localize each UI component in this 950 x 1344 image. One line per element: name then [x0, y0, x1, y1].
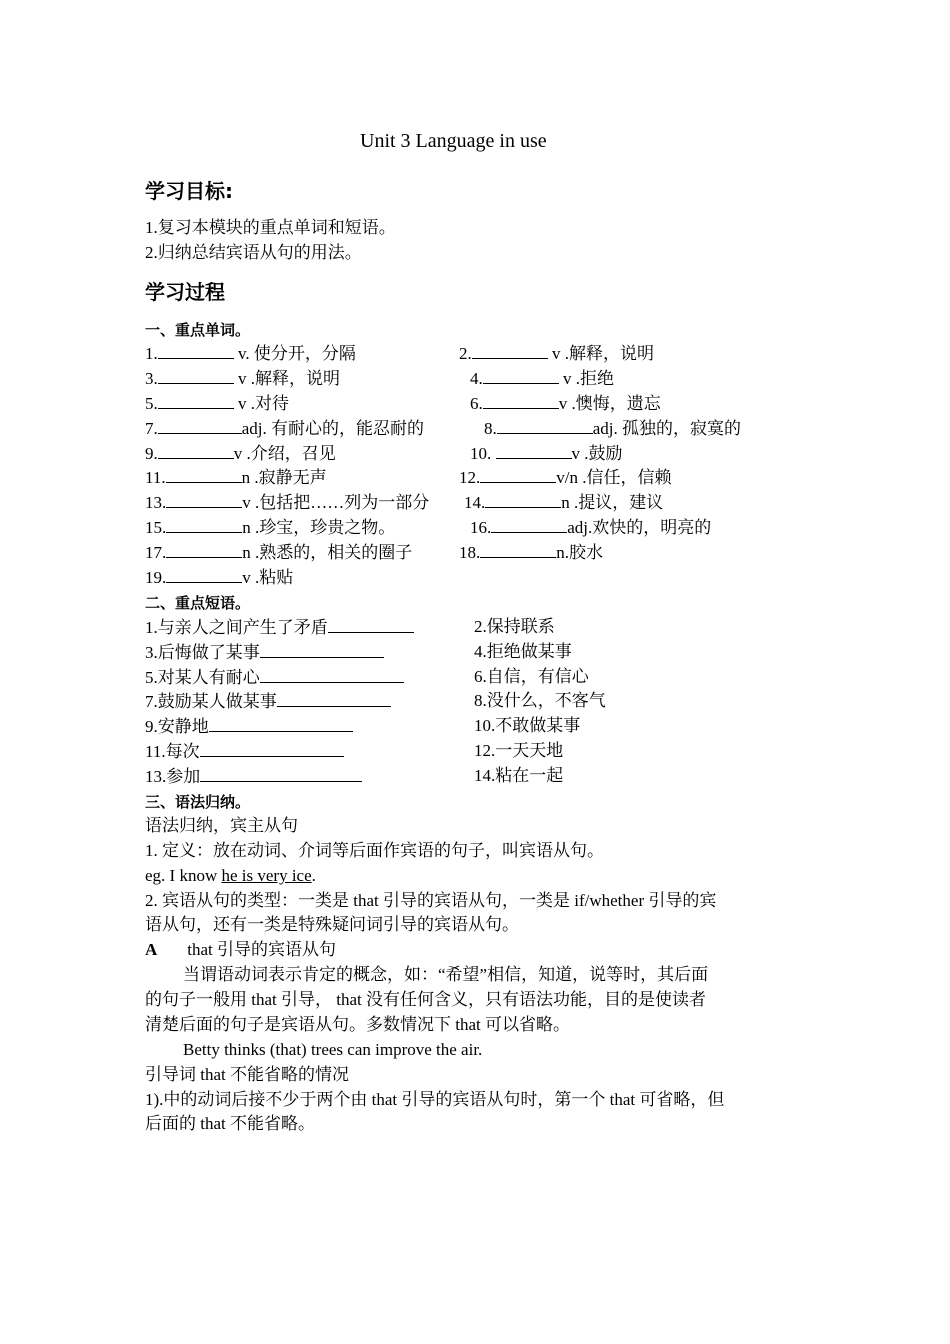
objective-2: 2.归纳总结宾语从句的用法。 — [145, 243, 362, 262]
vocab-item-10 — [470, 441, 623, 466]
vocab-item-16 — [470, 515, 711, 540]
vocab-num: 17. — [145, 543, 167, 562]
vocab-item-3 — [145, 366, 340, 391]
vocab-def: n .熟悉的，相关的圈子 — [242, 543, 413, 562]
vocab-item-14 — [464, 490, 663, 515]
vocab-blank — [158, 441, 234, 459]
grammar-subheading: 语法归纳，宾主从句 — [145, 816, 298, 835]
vocab-blank — [485, 490, 561, 508]
vocab-num: 10. — [470, 444, 496, 463]
phrase-item-8 — [474, 689, 606, 713]
phrase-item-1 — [145, 615, 414, 640]
objectives-heading: 学习目标: — [145, 179, 233, 203]
example-prefix: eg. I know — [145, 866, 222, 885]
vocab-item-13 — [145, 490, 429, 515]
vocab-def: v/n .信任，信赖 — [556, 468, 672, 487]
vocab-blank — [166, 490, 242, 508]
vocab-def: n.胶水 — [556, 543, 603, 562]
vocab-def: n .提议，建议 — [561, 493, 664, 512]
vocab-blank — [158, 366, 234, 384]
vocab-blank — [480, 465, 556, 483]
vocab-def: v. 使分开，分隔 — [233, 344, 356, 363]
vocab-num: 15. — [145, 518, 167, 537]
phrase-blank — [260, 640, 384, 658]
phrase-text: 13.参加 — [145, 767, 201, 786]
vocab-num: 2. — [459, 344, 472, 363]
phrase-item-9 — [145, 714, 353, 739]
vocab-num: 8. — [484, 419, 497, 438]
phrase-item-10 — [474, 714, 580, 738]
vocab-blank — [491, 515, 567, 533]
vocab-blank — [166, 565, 242, 583]
vocab-def: v .解释，说明 — [547, 344, 654, 363]
section2-heading: 二、重点短语。 — [145, 594, 251, 612]
vocab-num: 18. — [459, 543, 481, 562]
grammar-types-line1: 2. 宾语从句的类型：一类是 that 引导的宾语从句，一类是 if/whether 引导的宾 — [145, 891, 717, 910]
phrase-text: 14.粘在一起 — [474, 766, 564, 785]
rule1-line2: 后面的 that 不能省略。 — [145, 1114, 315, 1133]
vocab-blank — [166, 515, 242, 533]
grammar-para-line1: 当谓语动词表示肯定的概念，如：“希望”相信，知道，说等时，其后面 — [183, 965, 709, 984]
a-label: A — [145, 940, 158, 959]
vocab-num: 7. — [145, 419, 158, 438]
vocab-item-2 — [459, 341, 654, 366]
vocab-num: 4. — [470, 369, 483, 388]
vocab-num: 5. — [145, 394, 158, 413]
vocab-item-12 — [459, 465, 671, 490]
vocab-def: adj. 有耐心的，能忍耐的 — [241, 419, 425, 438]
vocab-item-8 — [484, 416, 741, 441]
vocab-blank — [158, 416, 242, 434]
vocab-def: v .包括把……列为一部分 — [242, 493, 430, 512]
vocab-def: v .懊悔，遗忘 — [558, 394, 661, 413]
phrase-text: 2.保持联系 — [474, 617, 555, 636]
grammar-types-line2: 语从句，还有一类是特殊疑问词引导的宾语从句。 — [145, 915, 519, 934]
grammar-example-2: Betty thinks (that) trees can improve the air. — [183, 1040, 483, 1059]
vocab-item-15 — [145, 515, 395, 540]
phrase-item-6 — [474, 665, 589, 689]
phrase-text: 1.与亲人之间产生了矛盾 — [145, 618, 328, 637]
vocab-item-18 — [459, 540, 603, 565]
vocab-item-7 — [145, 416, 424, 441]
phrase-item-12 — [474, 739, 563, 763]
vocab-blank — [480, 540, 556, 558]
phrase-item-13 — [145, 764, 362, 789]
vocab-num: 16. — [470, 518, 492, 537]
vocab-blank — [158, 341, 234, 359]
phrase-item-2 — [474, 615, 555, 639]
example-underlined: he is very ice — [221, 866, 312, 885]
vocab-blank — [472, 341, 548, 359]
phrase-item-3 — [145, 640, 384, 665]
vocab-blank — [483, 366, 559, 384]
vocab-def: v .对待 — [233, 394, 289, 413]
vocab-def: v .介绍，召见 — [233, 444, 336, 463]
vocab-def: v .粘贴 — [242, 568, 294, 587]
phrase-text: 12.一天天地 — [474, 741, 564, 760]
vocab-def: n .寂静无声 — [241, 468, 327, 487]
phrase-item-7 — [145, 689, 391, 714]
vocab-num: 9. — [145, 444, 158, 463]
vocab-blank — [166, 540, 242, 558]
a-text: that 引导的宾语从句 — [187, 940, 337, 959]
phrase-blank — [260, 665, 404, 683]
phrase-text: 8.没什么，不客气 — [474, 691, 606, 710]
section1-heading: 一、重点单词。 — [145, 321, 251, 339]
vocab-item-6 — [470, 391, 661, 416]
vocab-blank — [158, 391, 234, 409]
objective-1: 1.复习本模块的重点单词和短语。 — [145, 218, 396, 237]
phrase-text: 11.每次 — [145, 742, 200, 761]
phrase-text: 9.安静地 — [145, 717, 209, 736]
grammar-example-1 — [145, 864, 316, 888]
phrase-blank — [328, 615, 414, 633]
process-heading: 学习过程 — [145, 280, 225, 304]
vocab-num: 12. — [459, 468, 481, 487]
phrase-item-11 — [145, 739, 344, 764]
vocab-item-9 — [145, 441, 336, 466]
section3-heading: 三、语法归纳。 — [145, 793, 251, 811]
vocab-num: 6. — [470, 394, 483, 413]
vocab-num: 14. — [464, 493, 486, 512]
rule1-line1: 1).中的动词后接不少于两个由 that 引导的宾语从句时，第一个 that 可省略，但 — [145, 1090, 725, 1109]
vocab-item-5 — [145, 391, 289, 416]
grammar-para-line2: 的句子一般用 that 引导， that 没有任何含义，只有语法功能，目的是使读者 — [145, 990, 706, 1009]
vocab-blank — [497, 416, 593, 434]
vocab-def: n .珍宝，珍贵之物。 — [242, 518, 396, 537]
phrase-text: 3.后悔做了某事 — [145, 643, 260, 662]
grammar-para-line3: 清楚后面的句子是宾语从句。多数情况下 that 可以省略。 — [145, 1015, 570, 1034]
phrase-blank — [277, 689, 391, 707]
vocab-item-11 — [145, 465, 327, 490]
grammar-definition: 1. 定义：放在动词、介词等后面作宾语的句子，叫宾语从句。 — [145, 841, 604, 860]
phrase-blank — [209, 714, 353, 732]
phrase-text: 4.拒绝做某事 — [474, 642, 572, 661]
vocab-item-19 — [145, 565, 293, 590]
vocab-def: v .解释，说明 — [233, 369, 340, 388]
vocab-num: 1. — [145, 344, 158, 363]
phrase-text: 7.鼓励某人做某事 — [145, 692, 277, 711]
phrase-item-4 — [474, 640, 572, 664]
vocab-def: v .拒绝 — [558, 369, 614, 388]
vocab-num: 3. — [145, 369, 158, 388]
vocab-blank — [483, 391, 559, 409]
vocab-def: v .鼓励 — [571, 444, 623, 463]
page-title: Unit 3 Language in use — [360, 130, 547, 152]
example-suffix: . — [311, 866, 316, 885]
vocab-blank — [166, 465, 242, 483]
phrase-blank — [200, 739, 344, 757]
phrase-item-14 — [474, 764, 563, 788]
vocab-item-1 — [145, 341, 356, 366]
phrase-text: 6.自信，有信心 — [474, 667, 589, 686]
vocab-item-17 — [145, 540, 412, 565]
vocab-num: 13. — [145, 493, 167, 512]
vocab-item-4 — [470, 366, 614, 391]
grammar-a-heading — [145, 938, 336, 962]
phrase-text: 10.不敢做某事 — [474, 716, 581, 735]
vocab-def: adj. 孤独的，寂寞的 — [592, 419, 742, 438]
phrase-blank — [200, 764, 362, 782]
vocab-num: 11. — [145, 468, 166, 487]
vocab-def: adj.欢快的，明亮的 — [567, 518, 712, 537]
vocab-blank — [496, 441, 572, 459]
phrase-item-5 — [145, 665, 404, 690]
vocab-num: 19. — [145, 568, 167, 587]
rule-heading: 引导词 that 不能省略的情况 — [145, 1065, 349, 1084]
phrase-text: 5.对某人有耐心 — [145, 668, 260, 687]
